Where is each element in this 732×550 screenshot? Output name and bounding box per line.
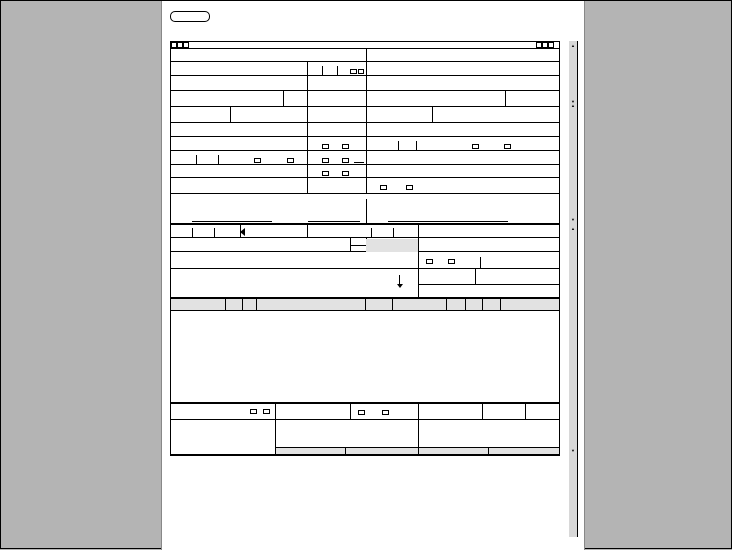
item11d-no-checkbox[interactable] xyxy=(406,185,413,190)
row-item9c xyxy=(170,165,560,178)
arrow-up-physician-icon: ▲ xyxy=(571,226,575,231)
item27-yes-checkbox[interactable] xyxy=(358,410,365,415)
arrow-down-patient-icon: ▼ xyxy=(571,217,575,222)
item10c-yes-checkbox[interactable] xyxy=(322,171,329,176)
form-number-badge xyxy=(170,11,210,22)
item20-no-checkbox[interactable] xyxy=(448,259,455,264)
row-item2 xyxy=(170,62,560,76)
item10a-yes-checkbox[interactable] xyxy=(322,144,329,149)
arrow-down-carrier-icon: ▼ xyxy=(571,99,575,104)
item25-ssn-checkbox[interactable] xyxy=(250,409,257,414)
arrow-up-top-icon: ▲ xyxy=(571,43,575,48)
watermark-example xyxy=(583,1,731,548)
item21-arrow-icon xyxy=(397,284,403,288)
row-item9d xyxy=(170,178,560,194)
arrow-up-patient-icon: ▲ xyxy=(571,103,575,108)
item10b-no-checkbox[interactable] xyxy=(342,158,349,163)
item9b-f-checkbox[interactable] xyxy=(287,158,294,163)
arrow-down-physician-icon: ▼ xyxy=(571,448,575,453)
band-physician-supplier xyxy=(569,257,578,537)
item20-yes-checkbox[interactable] xyxy=(426,259,433,264)
band-carrier xyxy=(569,41,578,103)
watermark-completed xyxy=(1,1,161,548)
service-table-body xyxy=(170,311,560,403)
item11a-f-checkbox[interactable] xyxy=(504,144,511,149)
row-item25 xyxy=(170,403,560,420)
item9b-m-checkbox[interactable] xyxy=(254,158,261,163)
row-zip xyxy=(170,107,560,123)
row-city xyxy=(170,91,560,107)
row-item19 xyxy=(170,252,560,269)
item3-f-checkbox[interactable] xyxy=(358,69,364,74)
pica-box-6[interactable] xyxy=(548,42,554,48)
item3-m-checkbox[interactable] xyxy=(350,69,357,74)
pica-strip xyxy=(170,41,560,48)
item10a-no-checkbox[interactable] xyxy=(342,144,349,149)
cms-1500-form xyxy=(161,1,585,550)
item10c-no-checkbox[interactable] xyxy=(342,171,349,176)
band-patient-insured xyxy=(569,103,578,257)
item11d-yes-checkbox[interactable] xyxy=(380,185,387,190)
item25-ein-checkbox[interactable] xyxy=(263,409,270,414)
pica-box-3[interactable] xyxy=(183,42,189,48)
row-item1 xyxy=(170,48,560,62)
item10b-yes-checkbox[interactable] xyxy=(322,158,329,163)
item27-no-checkbox[interactable] xyxy=(382,410,389,415)
row-item9 xyxy=(170,123,560,137)
row-item14 xyxy=(170,224,560,238)
item14-arrow-icon xyxy=(240,228,245,236)
row-signature xyxy=(170,194,560,224)
row-item9b xyxy=(170,151,560,165)
row-item9a xyxy=(170,137,560,151)
row-item5 xyxy=(170,76,560,91)
item11a-m-checkbox[interactable] xyxy=(472,144,479,149)
